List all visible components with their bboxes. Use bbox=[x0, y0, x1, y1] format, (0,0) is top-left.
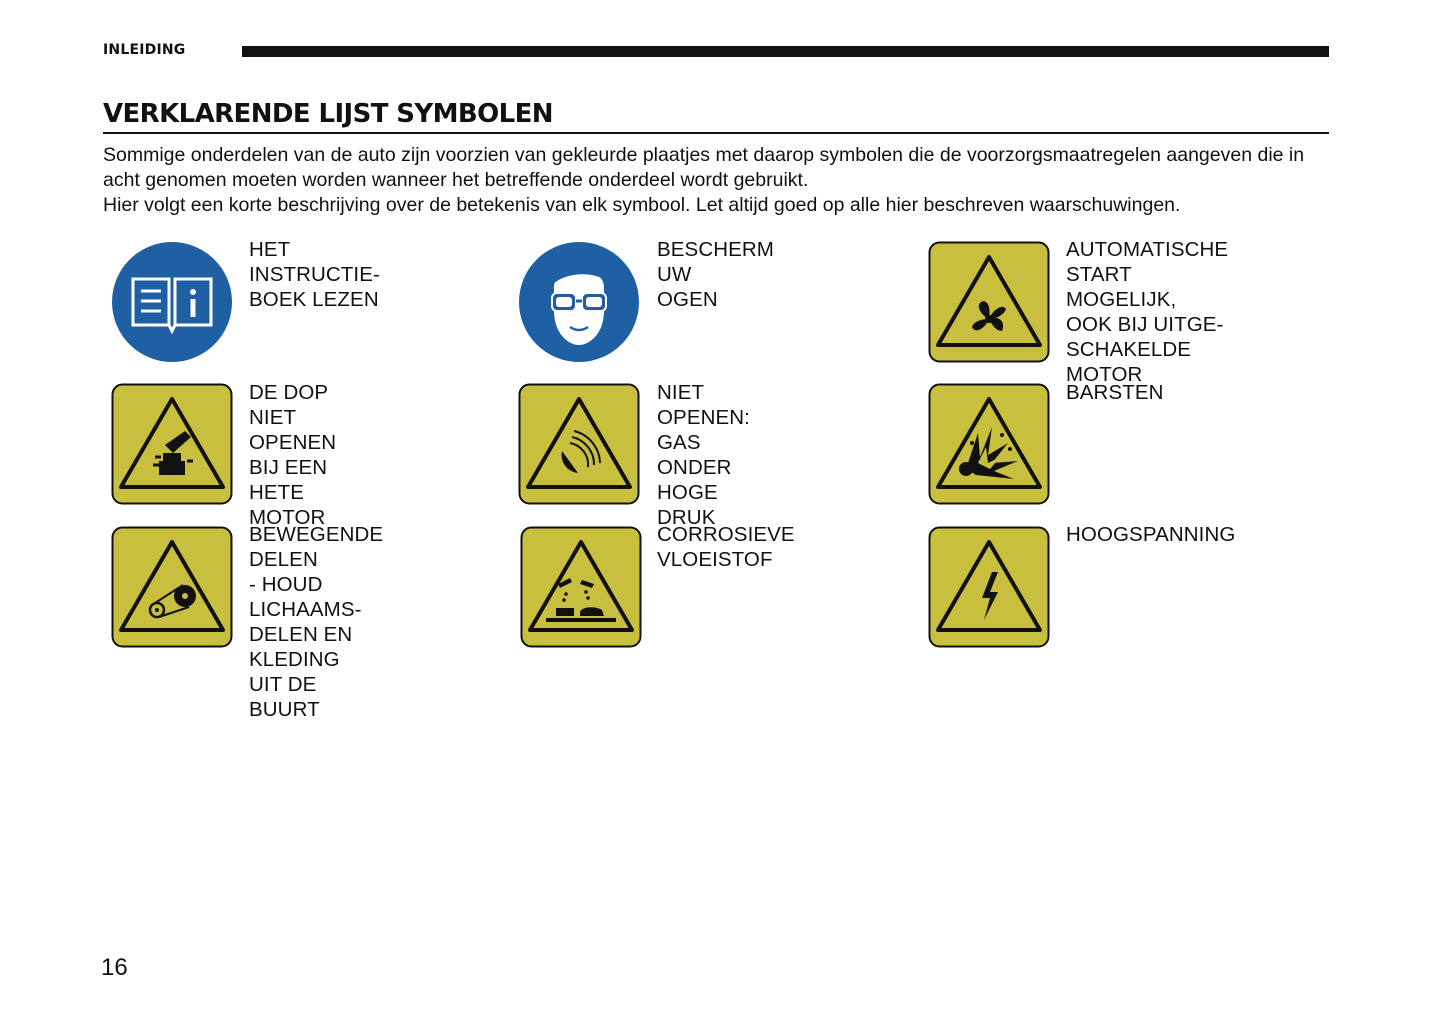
hot-cap-icon bbox=[111, 383, 233, 505]
moving-parts-icon bbox=[111, 526, 233, 648]
symbol-label: BARSTEN bbox=[1066, 381, 1164, 404]
title-divider bbox=[103, 132, 1329, 134]
fan-auto-start-icon bbox=[928, 241, 1050, 363]
instruction-book-icon bbox=[111, 241, 233, 363]
symbol-label: AUTOMATISCHE START MOGELIJK, OOK BIJ UITGE- SCHAKELDE MOTOR bbox=[1066, 238, 1229, 386]
pressurized-gas-icon bbox=[518, 383, 640, 505]
symbol-label: HOOGSPANNING bbox=[1066, 523, 1236, 546]
symbol-label: HET INSTRUCTIE- BOEK LEZEN bbox=[249, 238, 380, 311]
corrosive-icon bbox=[520, 526, 642, 648]
symbol-label: DE DOP NIET OPENEN BIJ EEN HETE MOTOR bbox=[249, 381, 337, 529]
symbol-label: NIET OPENEN: GAS ONDER HOGE DRUK bbox=[657, 381, 750, 529]
intro-text bbox=[103, 143, 1329, 218]
symbol-label: BEWEGENDE DELEN - HOUD LICHAAMS- DELEN EN KLEDING UIT DE BUURT bbox=[249, 523, 384, 721]
intro-paragraph-2: Hier volgt een korte beschrijving over de betekenis van elk symbool. Let altijd goed op alle hier beschreven waarschuwingen. bbox=[103, 194, 1181, 216]
symbol-label: CORROSIEVE VLOEISTOF bbox=[657, 523, 795, 571]
high-voltage-icon bbox=[928, 526, 1050, 648]
header-bar bbox=[242, 46, 1329, 57]
section-header-label: INLEIDING bbox=[103, 42, 186, 58]
intro-paragraph-1: Sommige onderdelen van de auto zijn voorzien van gekleurde plaatjes met daarop symbolen die de voorzorgsmaatregelen aangeven die in acht genomen moeten worden wanneer het betreffende onderdeel wordt gebruikt. bbox=[103, 144, 1305, 191]
page-title: VERKLARENDE LIJST SYMBOLEN bbox=[103, 99, 553, 129]
eye-protection-icon bbox=[518, 241, 640, 363]
explosion-icon bbox=[928, 383, 1050, 505]
page-number: 16 bbox=[101, 954, 128, 981]
symbol-label: BESCHERM UW OGEN bbox=[657, 238, 774, 311]
